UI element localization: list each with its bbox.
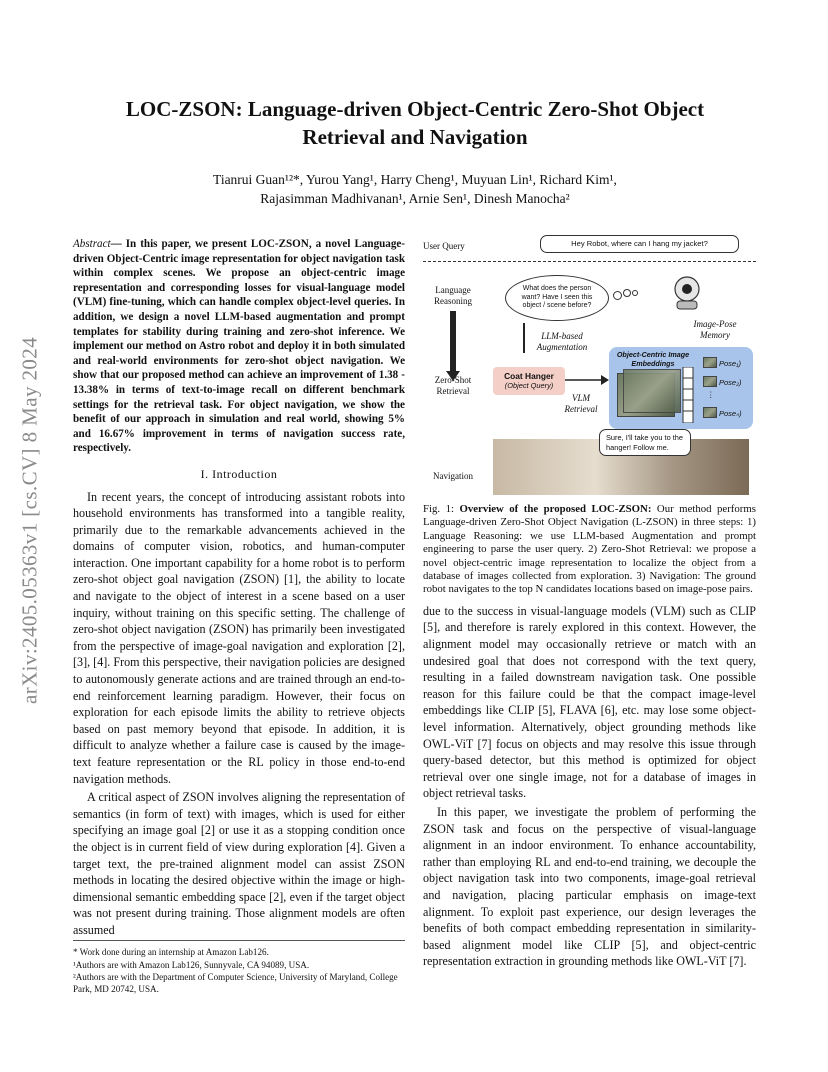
- pose-label: Pose₁): [719, 359, 741, 368]
- arrow-shaft: [523, 323, 525, 353]
- thought-dot-icon: [613, 291, 622, 300]
- arrow-shaft: [450, 311, 456, 373]
- caption-prefix: Fig. 1:: [423, 503, 460, 515]
- robot-reply-bubble: Sure, I'll take you to the hanger! Follow me.: [599, 429, 691, 456]
- robot-icon: [669, 271, 705, 315]
- paper-title: LOC-ZSON: Language-driven Object-Centric Zero-Shot Object Retrieval and Navigation: [125, 97, 705, 149]
- figure-1: [423, 235, 756, 497]
- authors-line-2: Rajasimman Madhivanan¹, Arnie Sen¹, Dinesh Manocha²: [260, 191, 570, 206]
- pose-label: Poseₙ): [719, 409, 742, 418]
- user-query-label: User Query: [423, 241, 465, 251]
- memory-thumbnail: [703, 407, 717, 418]
- figure-caption: [423, 503, 756, 597]
- caption-text: Our method performs Language-driven Zero-Shot Object Navigation (L-ZSON) in three steps: 1) Language Reasoning: we use LLM-based Augmentation and prompt engineering to parse the user query. 2) Zero-Shot Retrieval: we propose a novel object-centric image representation to localize the object from a database of images collected from exploration. 3) Navigation: The ground robot navigates to the top N candidates locations based on image-pose pairs.: [423, 503, 756, 596]
- coat-hanger-query-box: [493, 367, 565, 395]
- vlm-retrieval-label: VLM Retrieval: [564, 393, 598, 414]
- thought-dot-icon: [632, 290, 638, 296]
- memory-thumbnail: [703, 376, 717, 387]
- left-column: [73, 237, 405, 941]
- thought-cloud: [505, 275, 609, 321]
- authors-line-1: Tianrui Guan¹²*, Yurou Yang¹, Harry Cheng¹, Muyuan Lin¹, Richard Kim¹,: [213, 172, 617, 187]
- abstract: [73, 237, 405, 456]
- body-paragraph: In recent years, the concept of introducing assistant robots into household environments has transformed into a tangible reality, primarily due to the remarkable advancements achieved in the domains of computer vision, robotics, and human-computer interaction. One important capability for a home robot is to perform zero-shot object goal navigation (ZSON) [1], the ability to locate and navigate to the object of interest in a scene based on a user inquiry, without training on this specific setting. The challenge of zero-shot object navigation (ZSON) has primarily been investigated from the perspective of image-goal navigation and exploration [2], [3], [4]. From this perspective, their navigation policies are designed to autonomously generate actions and are trained through an end-to-end reinforcement learning paradigm. However, their focus on exploration for each episode limits the ability to retrieve objects based on past memory beyond that episode. In addition, it is difficult to analyze whether a failure case is caused by the image-text feature representation or the RL policy in those end-to-end navigation methods.: [73, 489, 405, 786]
- footnote: ¹Authors are with Amazon Lab126, Sunnyvale, CA 94089, USA.: [73, 959, 310, 970]
- image-pose-memory-label: Image-Pose Memory: [693, 319, 737, 340]
- arxiv-identifier: arXiv:2405.05363v1 [cs.CV] 8 May 2024: [17, 336, 42, 704]
- footnotes: [73, 940, 405, 996]
- body-paragraph: A critical aspect of ZSON involves aligning the representation of semantics (in form of text) with images, which is used for either specifying an image goal [2] or use it as a stopping condition once the object is in current field of view during exploration [4]. Given a target text, the pre-trained alignment model can assist ZSON methods in locating the desired objective within the image or high-dimensional semantic embedding space [2], even if the target object was not present during training. Those alignment models are often assumed: [73, 790, 405, 937]
- body-paragraph: In this paper, we investigate the problem of performing the ZSON task and focus on the perspective of visual-language alignment in an indoor environment. To enhance accountability, rather than employing RL and end-to-end training, we decouple the object navigation task into two components, image-goal retrieval and navigation, placing particular emphasis on image-text alignment. To exploit past experience, our design leverages the benefits of both compact embedding representation in similarity-based alignment model like CLIP [5], and object-centric representation extraction in grounding methods like OWL-ViT [7].: [423, 804, 756, 969]
- llm-augmentation-label: LLM-based Augmentation: [536, 331, 588, 352]
- thought-dot-icon: [623, 289, 631, 297]
- arrow-right-icon: [565, 373, 609, 387]
- pose-label: Pose₂): [719, 378, 742, 387]
- embedding-vector-icon: [681, 367, 695, 423]
- caption-title: Overview of the proposed LOC-ZSON:: [459, 503, 652, 515]
- divider-line: [423, 261, 756, 262]
- ellipsis: ⋮: [707, 390, 715, 399]
- memory-thumbnail: [703, 357, 717, 368]
- right-body: [423, 603, 756, 970]
- coat-hanger-label: Coat Hanger: [504, 371, 554, 381]
- scene-thumbnail: [623, 369, 681, 413]
- user-query-bubble: Hey Robot, where can I hang my jacket?: [540, 235, 739, 253]
- section-heading-introduction: I. Introduction: [200, 466, 278, 481]
- object-query-label: (Object Query): [504, 381, 554, 390]
- thought-text: What does the person want? Have I seen this object / scene before?: [521, 285, 593, 310]
- abstract-label: Abstract: [73, 238, 111, 250]
- language-reasoning-label: Language Reasoning: [434, 285, 472, 306]
- footnote: * Work done during an internship at Amazon Lab126.: [73, 947, 269, 957]
- right-column: [423, 235, 756, 972]
- footnote: ²Authors are with the Department of Computer Science, University of Maryland, College Park, MD 20742, USA.: [73, 972, 398, 994]
- navigation-label: Navigation: [433, 471, 473, 481]
- embeddings-title: Object-Centric Image Embeddings: [616, 350, 690, 368]
- zero-shot-retrieval-label: Zero-Shot Retrieval: [434, 375, 472, 396]
- author-list: [90, 170, 740, 208]
- abstract-text: — In this paper, we present LOC-ZSON, a novel Language-driven Object-Centric image representation for object navigation task within complex scenes. We propose an object-centric image representation and corresponding losses for visual-language model (VLM) fine-tuning, which can handle complex object-level queries. In addition, we design a novel LLM-based augmentation and prompt templates for stability during training and zero-shot inference. We implement our method on Astro robot and deploy it in both simulated and real-world environments for zero-shot object navigation. We show that our proposed method can achieve an improvement of 1.38 - 13.38% in terms of text-to-image recall on different benchmark settings for the retrieval task. For object navigation, we show the benefit of our approach in simulation and real world, showing 5% and 16.67% improvement in terms of navigation success rate, respectively.: [73, 238, 405, 455]
- body-paragraph: due to the success in visual-language models (VLM) such as CLIP [5], and therefore is rarely explored in this context. However, the alignment model may occasionally retrieve or match with an undesired goal that does not correspond with the text query, resulting in a failed downstream navigation task. One possible reason for this failure could be that the compact image-level embeddings like CLIP [5], FLAVA [6], etc. may lose some object-level information. Alternatively, object grounding methods like OWL-ViT [7] focus on objects and may resolve this issue through query-based detector, but this method is optimized for object retrieval over one single image, not for a database of images in object retrieval tasks.: [423, 603, 756, 801]
